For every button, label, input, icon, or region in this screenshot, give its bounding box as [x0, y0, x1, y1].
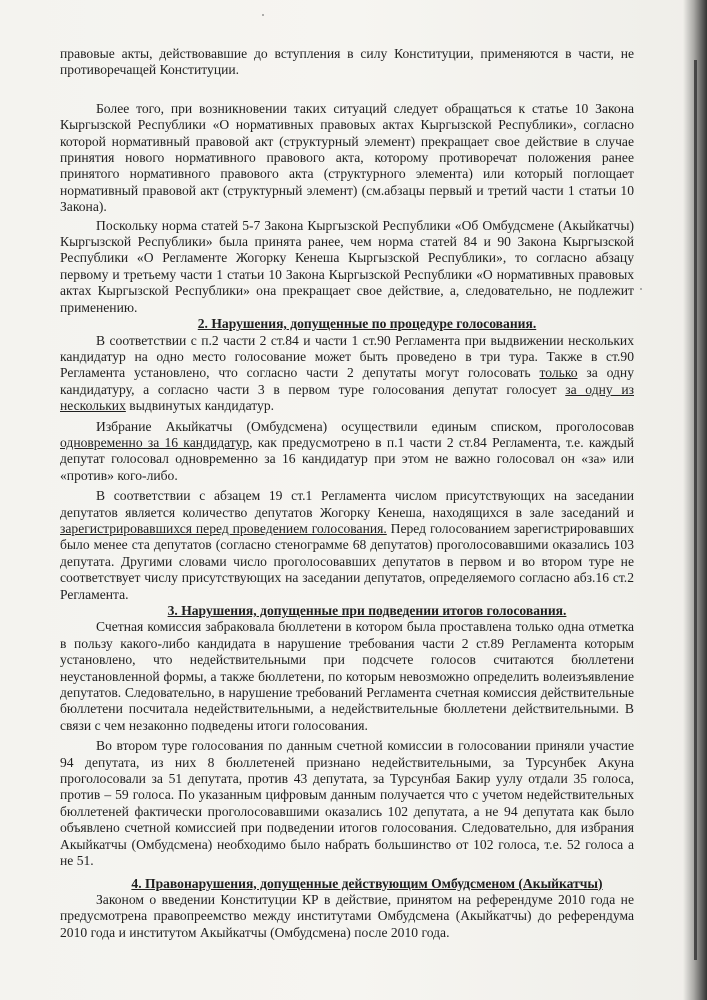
- scan-speck: [640, 288, 642, 290]
- paragraph-registered-deputies: В соответствии с абзацем 19 ст.1 Регламента числом присутствующих на заседании депутатов является количество депутатов Жогорку Кенеша, находящихся в зале заседаний и зарегистрировавшихся перед проведением голосования. Перед голосованием зарегистрировавших было менее ста депутатов (согласно стенограмме 68 депутатов) проголосовавшими оказались 103 депутата. Другими словами число проголосовавших депутатов в первом и во втором туре не соответствует числу присутствующих на заседании депутатов, определяемого согласно абз.16 ст.2 Регламента.: [60, 488, 634, 602]
- paragraph-second-round: Во втором туре голосования по данным счетной комиссии в голосовании приняли участие 94 депутата, из них 8 бюллетеней признано недействительными, за Турсунбек Акуна проголосовали за 51 депутата, против 43 депутата, за Турсунбая Бакир уулу отдали 35 голоса, против – 59 голоса. По указанным цифровым данным получается что с учетом недействительных бюллетеней фактически проголосовавшими оказались 102 депутата, а не 94 депутата как было объявлено счетной комиссией при подведении итогов голосования. Следовательно, для избрания Акыйкатчы (Омбудсмена) необходимо было набрать большинство от 102 голоса, т.е. 52 голоса а не 51.: [60, 738, 634, 869]
- section-heading-4: 4. Правонарушения, допущенные действующим Омбудсменом (Акыйкатчы): [131, 875, 603, 891]
- paragraph-constitution-referendum: Законом о введении Конституции КР в действие, принятом на референдуме 2010 года не предусмотрена правопреемство между институтами Омбудсмена (Акыйкатчы) до референдума 2010 года и институтом Акыйкатчы (Омбудсмена) после 2010 года.: [60, 891, 634, 940]
- paragraph-counting-commission: Счетная комиссия забраковала бюллетени в котором была проставлена только одна отметка в пользу какого-либо кандидата в нарушение требования части 2 ст.89 Регламента которым установлено, что недействительными при подсчете голосов считаются бюллетени неустановленной формы, а также бюллетени, по которым невозможно определить волеизъявление депутатов. Следовательно, в нарушение требований Регламента счетная комиссия действительные бюллетени посчитала недействительными, а недействительные бюллетени действительными. В связи с чем незаконно подведены итоги голосования.: [60, 619, 634, 733]
- paragraph-ombudsman-law: Поскольку норма статей 5-7 Закона Кыргызской Республики «Об Омбудсмене (Акыйкатчы) Кыргызской Республики» была принята ранее, чем норма статей 84 и 90 Закона Кыргызской Республики «О Регламенте Жогорку Кенеша Кыргызской Республики», то согласно абзацу первому и третьему части 1 статьи 10 Закона Кыргызской Республики «О нормативных правовых актах Кыргызской Республики» она прекращает свое действие, а, следовательно, не подлежит применению.: [60, 217, 634, 315]
- page-edge-line: [694, 60, 697, 960]
- section-heading-2: 2. Нарушения, допущенные по процедуре голосования.: [197, 316, 537, 332]
- paragraph-continuation: правовые акты, действовавшие до вступления в силу Конституции, применяются в части, не противоречащей Конституции.: [60, 46, 634, 78]
- document-body: [60, 46, 634, 941]
- paragraph-voting-rounds: В соответствии с п.2 части 2 ст.84 и части 1 ст.90 Регламента при выдвижении нескольких кандидатур на одно место голосование может быть проведено в три тура. Также в ст.90 Регламента установлено, что согласно части 2 депутаты могут голосовать только за одну кандидатуру, а согласно части 3 в первом туре голосования депутат голосует за одну из нескольких выдвинутых кандидатур.: [60, 332, 634, 414]
- paragraph-article-10: Более того, при возникновении таких ситуаций следует обращаться к статье 10 Закона Кыргызской Республики «О нормативных правовых актах Кыргызской Республики», согласно которой нормативный правовой акт (структурный элемент) прекращает свое действие в случае принятия нового нормативного правового акта, которому противоречат положения ранее принятого нормативного правового акта (структурного элемента) или который поглощает нормативный правовой акт (структурный элемент) (см.абзацы первый и третий части 1 статьи 10 Закона).: [60, 100, 634, 215]
- paragraph-single-list: Избрание Акыйкатчы (Омбудсмена) осуществили единым списком, проголосовав одновременно за 16 кандидатур, как предусмотрено в п.1 части 2 ст.84 Регламента, т.е. каждый депутат голосовал одновременно за 16 кандидатур при этом не важно голосовал он «за» или «против» кого-либо.: [60, 418, 634, 483]
- scan-speck: [262, 14, 264, 16]
- section-heading-3: 3. Нарушения, допущенные при подведении итогов голосования.: [167, 603, 567, 618]
